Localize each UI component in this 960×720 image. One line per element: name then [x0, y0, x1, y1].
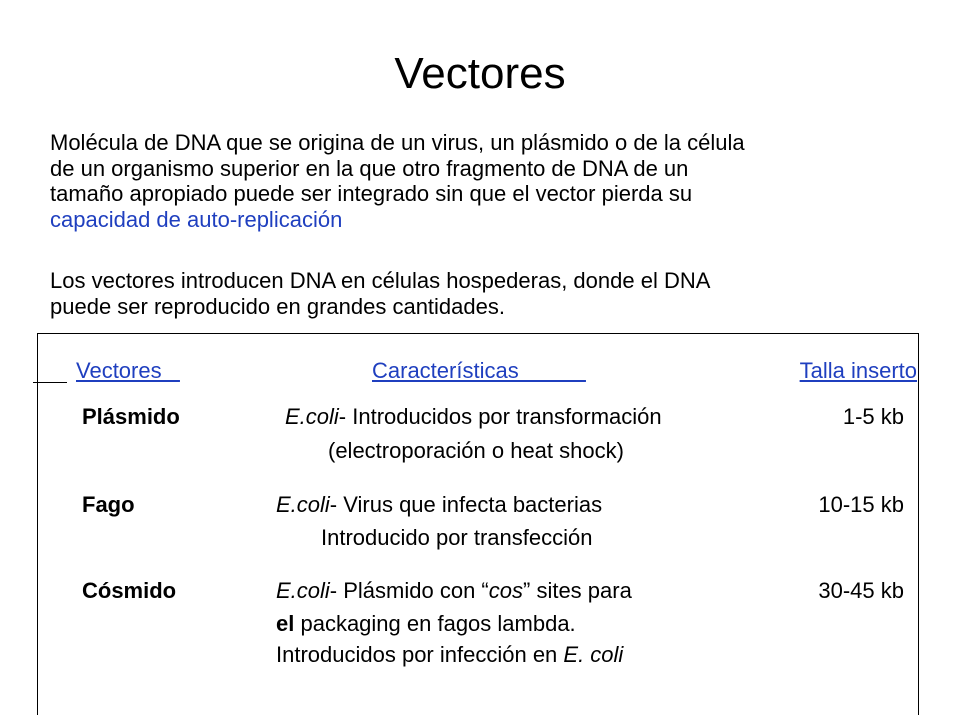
- note-line: Los vectores introducen DNA en células hospederas, donde el DNA: [50, 268, 711, 293]
- host-organism: E. coli: [563, 642, 624, 667]
- description-text: Introducido por transfección: [321, 525, 593, 550]
- vector-description: [285, 403, 662, 431]
- vector-name: Plásmido: [82, 404, 180, 429]
- vector-name: Cósmido: [82, 578, 177, 603]
- description-text: ” sites para: [523, 578, 632, 603]
- definition-line: de un organismo superior en la que otro fragmento de DNA de un: [50, 155, 689, 181]
- description-text: - Introducidos por transformación: [338, 404, 662, 429]
- note-line: puede ser reproducido en grandes cantidades.: [50, 293, 505, 319]
- description-text: - Plásmido con “: [329, 578, 489, 603]
- description-text: packaging en fagos lambda.: [294, 611, 576, 636]
- column-header-talla-inserto: Talla inserto: [799, 358, 917, 383]
- description-text: el: [276, 611, 295, 636]
- note-paragraph: [50, 268, 710, 319]
- description-text: [276, 641, 623, 669]
- description-text: [276, 610, 576, 638]
- vector-description: [276, 491, 602, 519]
- vector-description: [276, 577, 632, 605]
- host-organism: E.coli: [276, 492, 330, 517]
- header-leading-rule: [33, 382, 67, 383]
- vector-name: Fago: [82, 492, 135, 517]
- description-text: (electroporación o heat shock): [328, 438, 624, 463]
- insert-size: 10-15 kb: [818, 492, 904, 517]
- definition-paragraph: [50, 130, 745, 232]
- host-organism: E.coli: [285, 404, 339, 429]
- page-title: Vectores: [394, 49, 566, 98]
- description-text: - Virus que infecta bacterias: [329, 492, 603, 517]
- insert-size: 30-45 kb: [818, 578, 904, 603]
- column-header-vectores: Vectores: [76, 358, 180, 383]
- column-header-caracteristicas: Características: [372, 358, 586, 383]
- description-text: Introducidos por infección en: [276, 642, 564, 667]
- description-text: cos: [488, 578, 523, 603]
- definition-line: tamaño apropiado puede ser integrado sin que el vector pierda su: [50, 181, 693, 206]
- definition-highlight: capacidad de auto-replicación: [50, 206, 343, 232]
- definition-line: Molécula de DNA que se origina de un virus, un plásmido o de la célula: [50, 130, 745, 155]
- host-organism: E.coli: [276, 578, 330, 603]
- insert-size: 1-5 kb: [842, 404, 904, 429]
